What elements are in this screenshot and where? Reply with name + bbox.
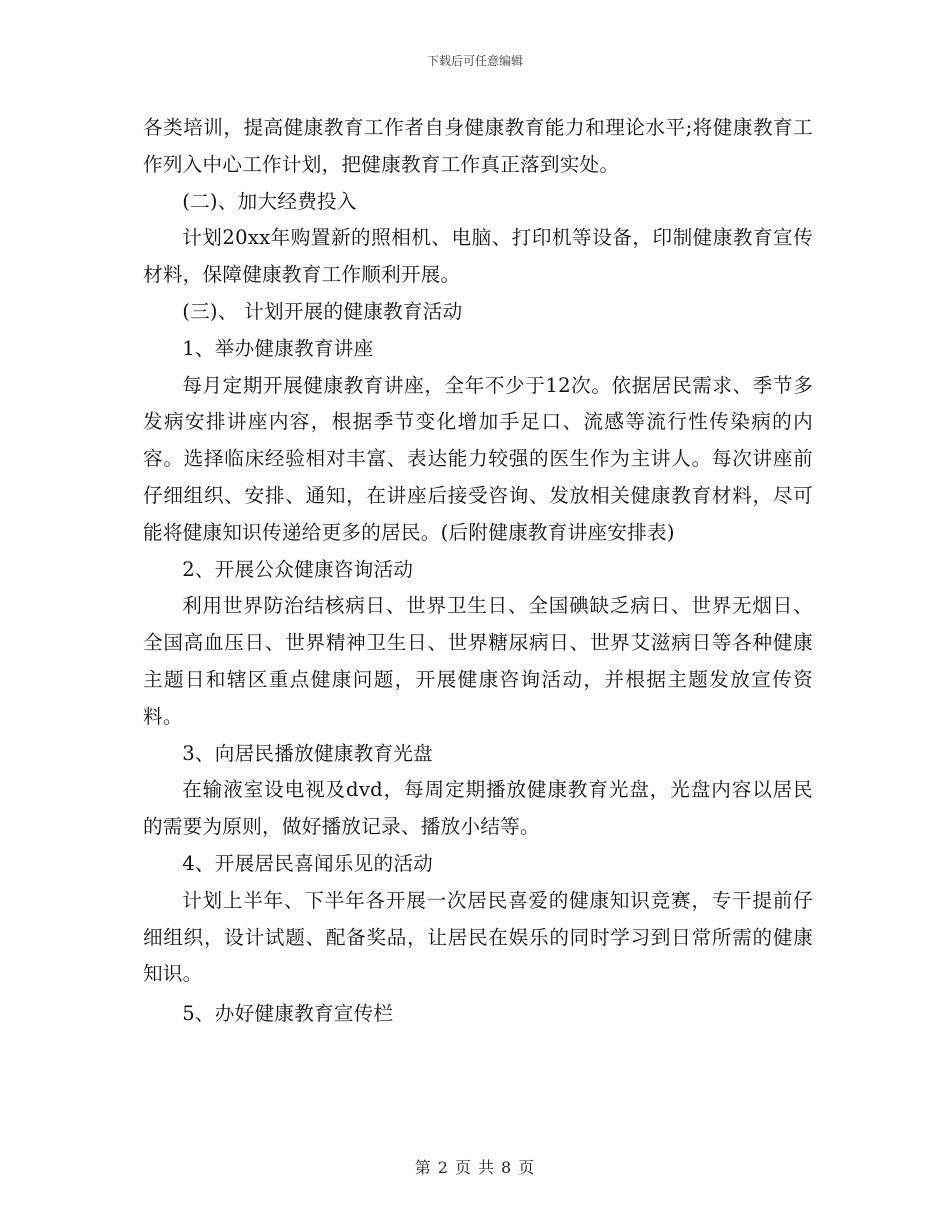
paragraph-video: 在输液室设电视及dvd，每周定期播放健康教育光盘，光盘内容以居民的需要为原则，做好播放记录、播放小结等。 [143, 778, 813, 839]
footer-total-pages: 8 [501, 1158, 513, 1177]
paragraph-continuation: 各类培训，提高健康教育工作者自身健康教育能力和理论水平;将健康教育工作列入中心工作计划，把健康教育工作真正落到实处。 [143, 116, 813, 176]
item-heading-5: 5、办好健康教育宣传栏 [182, 1002, 394, 1026]
paragraph-lectures: 每月定期开展健康教育讲座，全年不少于12次。依据居民需求、季节多发病安排讲座内容，根据季节变化增加手足口、流感等流行性传染病的内容。选择临床经验相对丰富、表达能力较强的医生作为主讲人。每次讲座前仔细组织、安排、通知，在讲座后接受咨询、发放相关健康教育材料，尽可能将健康知识传递给更多的居民。(后附健康教育讲座安排表) [143, 373, 813, 544]
page-header: 下载后可任意编辑 [426, 54, 523, 68]
footer-prefix: 第 [414, 1158, 432, 1177]
section-heading-3: (三)、 计划开展的健康教育活动 [182, 299, 463, 323]
footer-middle: 页 共 [454, 1158, 496, 1177]
item-heading-1: 1、举办健康教育讲座 [182, 336, 374, 360]
item-heading-3: 3、向居民播放健康教育光盘 [182, 741, 434, 765]
paragraph-funding: 计划20xx年购置新的照相机、电脑、打印机等设备，印制健康教育宣传材料，保障健康教育工作顺利开展。 [143, 226, 813, 287]
document-body [143, 110, 813, 1033]
paragraph-consultation: 利用世界防治结核病日、世界卫生日、全国碘缺乏病日、世界无烟日、全国高血压日、世界精神卫生日、世界糖尿病日、世界艾滋病日等各种健康主题日和辖区重点健康问题，开展健康咨询活动，并根据主题发放宣传资料。 [143, 594, 813, 728]
footer-suffix: 页 [518, 1158, 536, 1177]
footer-page-number: 2 [437, 1158, 449, 1177]
page-footer [0, 1155, 950, 1178]
item-heading-4: 4、开展居民喜闻乐见的活动 [182, 851, 434, 875]
paragraph-activities: 计划上半年、下半年各开展一次居民喜爱的健康知识竞赛，专干提前仔细组织，设计试题、配备奖品，让居民在娱乐的同时学习到日常所需的健康知识。 [143, 888, 813, 986]
item-heading-2: 2、开展公众健康咨询活动 [182, 557, 414, 581]
section-heading-2: (二)、加大经费投入 [182, 189, 357, 213]
